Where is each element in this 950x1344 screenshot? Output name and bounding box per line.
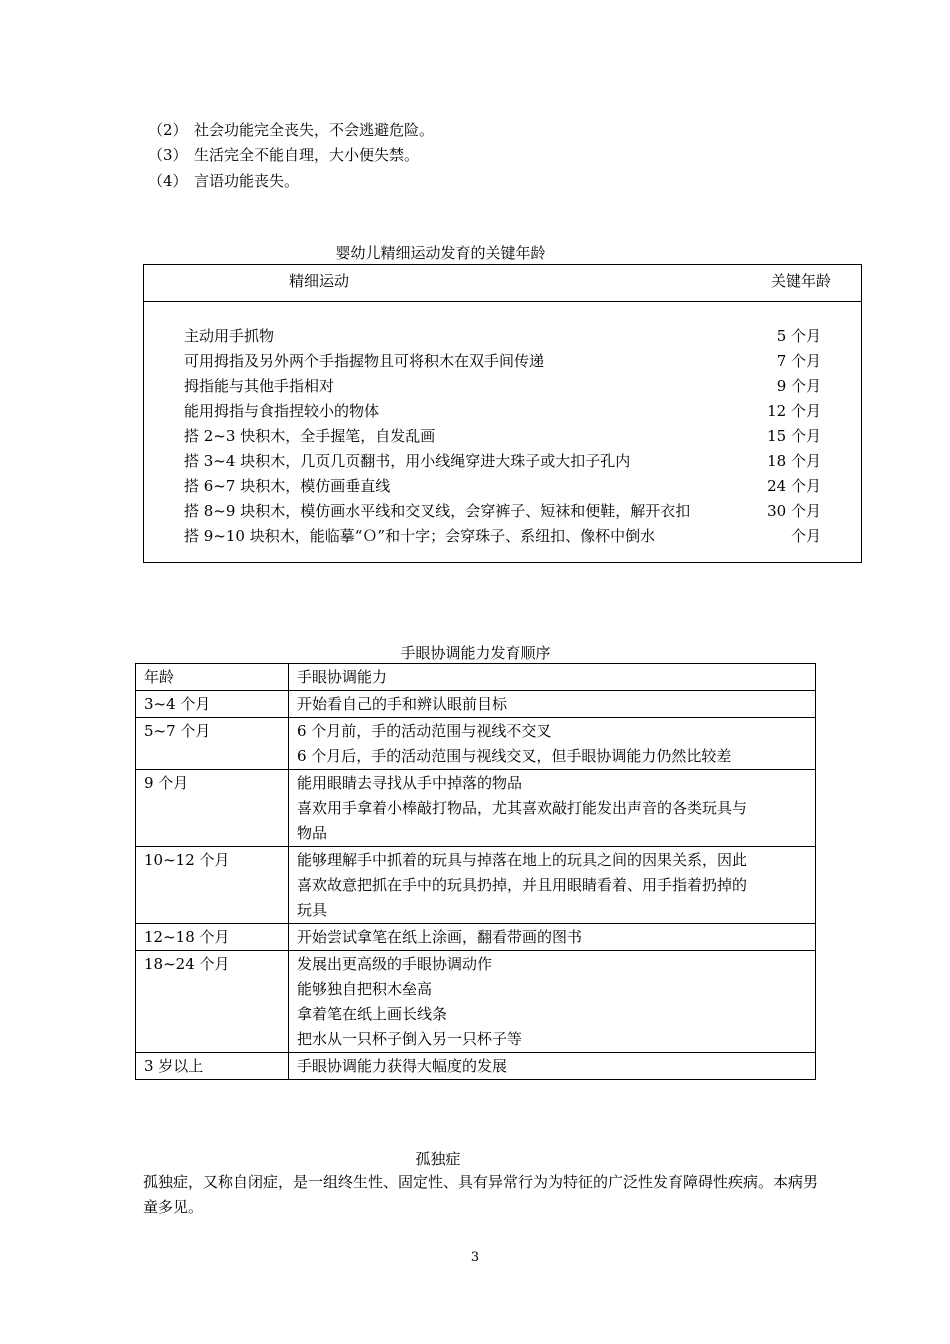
list-item [148,144,419,165]
list-number: （4） [148,172,188,190]
motor-cell: 主动用手抓物 [184,327,275,345]
ability-cell [289,718,816,770]
age-cell: 15 个月 [767,427,821,445]
motor-cell: 搭 6~7 块积木，模仿画垂直线 [184,477,391,495]
ability-cell [289,1053,816,1080]
ability-line: 拿着笔在纸上画长线条 [297,1005,448,1023]
ability-line: 6 个月后，手的活动范围与视线交叉，但手眼协调能力仍然比较差 [297,747,732,765]
age-cell: 18~24 个月 [136,951,289,1053]
ability-line: 玩具 [297,901,328,919]
table-row [184,475,821,500]
table-header-row [136,664,816,691]
ability-line: 喜欢故意把抓在手中的玩具扔掉，并且用眼睛看着、用手指着扔掉的 [297,876,748,894]
age-cell: 18 个月 [767,452,821,470]
ability-line: 能够理解手中抓着的玩具与掉落在地上的玩具之间的因果关系，因此 [297,851,748,869]
fine-motor-table [143,264,862,563]
age-cell: 3~4 个月 [136,691,289,718]
age-cell: 7 个月 [776,352,821,370]
autism-title: 孤独症 [415,1150,461,1168]
autism-paragraph: 孤独症，又称自闭症，是一组终生性、固定性、具有异常行为为特征的广泛性发育障碍性疾病。本病男童多见。 [143,1173,819,1216]
hand-eye-caption: 手眼协调能力发育顺序 [400,644,551,662]
ability-line: 把水从一只杯子倒入另一只杯子等 [297,1030,523,1048]
ability-cell [289,770,816,847]
table-row [136,1053,816,1080]
table-row [136,847,816,924]
table-row [136,924,816,951]
age-cell: 30 个月 [767,502,821,520]
list-text: 生活完全不能自理，大小便失禁。 [194,146,420,164]
motor-cell: 能用拇指与食指捏较小的物体 [184,402,380,420]
table-row [184,500,821,525]
list-number: （2） [148,121,188,139]
ability-line: 能够独自把积木垒高 [297,980,433,998]
ability-line: 开始看自己的手和辨认眼前目标 [297,695,508,713]
list-number: （3） [148,146,188,164]
ability-cell [289,847,816,924]
fine-motor-header-motor: 精细运动 [289,272,350,290]
table-row [184,425,821,450]
list-text: 社会功能完全丧失，不会逃避危险。 [194,121,435,139]
motor-cell: 搭 2~3 快积木，全手握笔，自发乱画 [184,427,436,445]
table-row [184,525,821,550]
table-row [136,951,816,1053]
table-row [136,770,816,847]
ability-line: 发展出更高级的手眼协调动作 [297,955,493,973]
age-cell: 9 个月 [776,377,821,395]
ability-cell [289,924,816,951]
age-cell: 5~7 个月 [136,718,289,770]
table-row [184,450,821,475]
fine-motor-caption: 婴幼儿精细运动发育的关键年龄 [335,244,546,262]
age-cell: 个月 [790,527,821,545]
hand-eye-table [135,663,816,1080]
ability-line: 手眼协调能力获得大幅度的发展 [297,1057,508,1075]
table-row [184,375,821,400]
age-cell: 3 岁以上 [136,1053,289,1080]
page-number: 3 [470,1250,480,1265]
list-item [148,170,299,191]
age-cell: 9 个月 [136,770,289,847]
ability-line: 6 个月前，手的活动范围与视线不交叉 [297,722,552,740]
table-row [184,400,821,425]
age-cell: 5 个月 [776,327,821,345]
fine-motor-header-age: 关键年龄 [770,272,831,290]
list-item [148,119,434,140]
header-ability: 手眼协调能力 [289,664,816,691]
ability-line: 能用眼睛去寻找从手中掉落的物品 [297,774,523,792]
age-cell: 24 个月 [767,477,821,495]
age-cell: 10~12 个月 [136,847,289,924]
age-cell: 12~18 个月 [136,924,289,951]
ability-line: 物品 [297,824,328,842]
list-text: 言语功能丧失。 [194,172,300,190]
ability-line: 开始尝试拿笔在纸上涂画，翻看带画的图书 [297,928,583,946]
ability-cell [289,691,816,718]
ability-line: 喜欢用手拿着小棒敲打物品，尤其喜欢敲打能发出声音的各类玩具与 [297,799,748,817]
table-row [184,350,821,375]
ability-cell [289,951,816,1053]
age-cell: 12 个月 [767,402,821,420]
table-row [184,325,821,350]
motor-cell: 搭 8~9 块积木，模仿画水平线和交叉线，会穿裤子、短袜和便鞋，解开衣扣 [184,502,691,520]
fine-motor-header-divider [144,301,861,302]
motor-cell: 搭 3~4 块积木，几页几页翻书，用小线绳穿进大珠子或大扣子孔内 [184,452,631,470]
motor-cell: 拇指能与其他手指相对 [184,377,335,395]
header-age: 年龄 [136,664,289,691]
table-row [136,691,816,718]
motor-cell: 可用拇指及另外两个手指握物且可将积木在双手间传递 [184,352,545,370]
motor-cell: 搭 9~10 块积木，能临摹“Ｏ”和十字；会穿珠子、系纽扣、像杯中倒水 [184,527,656,545]
table-row [136,718,816,770]
